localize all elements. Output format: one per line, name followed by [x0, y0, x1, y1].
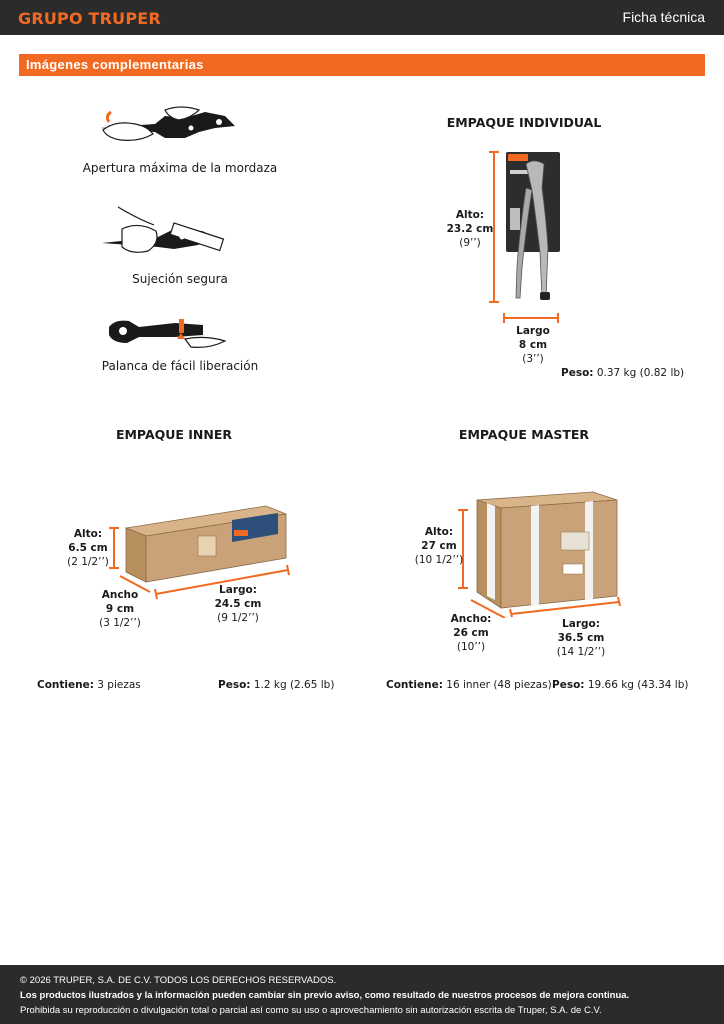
document-type: Ficha técnica [622, 9, 705, 25]
secure-grip-illustration [98, 203, 238, 265]
footer-legal: Prohibida su reproducción o divulgación total o parcial así como su uso o aprovechamiento sin autorización escrita de Truper, S.A. de C.V. [20, 1005, 602, 1016]
inner-package-title: EMPAQUE INNER [115, 427, 233, 442]
brand-logo: GRUPO TRUPER [18, 9, 161, 28]
feature-caption: Apertura máxima de la mordaza [82, 161, 278, 175]
master-height-dimension: Alto: 27 cm (10 1/2’’) [414, 526, 464, 566]
inner-height-dimension: Alto: 6.5 cm (2 1/2’’) [67, 528, 109, 568]
section-title: Imágenes complementarias [26, 57, 204, 72]
feature-caption: Sujeción segura [132, 272, 228, 286]
master-width-dimension: Ancho: 26 cm (10’’) [450, 613, 492, 653]
jaw-opening-illustration [95, 98, 245, 153]
feature-caption: Palanca de fácil liberación [101, 359, 259, 373]
individual-height-dimension: Alto: 23.2 cm (9’’) [446, 209, 494, 249]
master-package-image [455, 488, 625, 618]
inner-length-dimension: Largo: 24.5 cm (9 1/2’’) [214, 584, 262, 624]
section-header [19, 54, 705, 76]
footer-notice: Los productos ilustrados y la información pueden cambiar sin previo aviso, como resultado de nuestros procesos de mejora continua. [20, 990, 630, 1001]
individual-length-dimension: Largo 8 cm (3’’) [516, 325, 550, 365]
inner-width-dimension: Ancho 9 cm (3 1/2’’) [99, 589, 141, 629]
individual-package-title: EMPAQUE INDIVIDUAL [446, 115, 602, 130]
master-length-dimension: Largo: 36.5 cm (14 1/2’’) [556, 618, 606, 658]
master-package-title: EMPAQUE MASTER [458, 427, 590, 442]
master-weight: Peso: 19.66 kg (43.34 lb) [552, 679, 689, 691]
master-contents: Contiene: 16 inner (48 piezas) [386, 679, 552, 691]
release-lever-illustration [105, 313, 230, 353]
inner-weight: Peso: 1.2 kg (2.65 lb) [218, 679, 335, 691]
individual-weight: Peso: 0.37 kg (0.82 lb) [561, 367, 685, 379]
inner-contents: Contiene: 3 piezas [37, 679, 141, 691]
footer-copyright: © 2026 TRUPER, S.A. DE C.V. TODOS LOS DERECHOS RESERVADOS. [20, 975, 337, 986]
top-bar [0, 0, 724, 35]
footer [0, 965, 724, 1024]
